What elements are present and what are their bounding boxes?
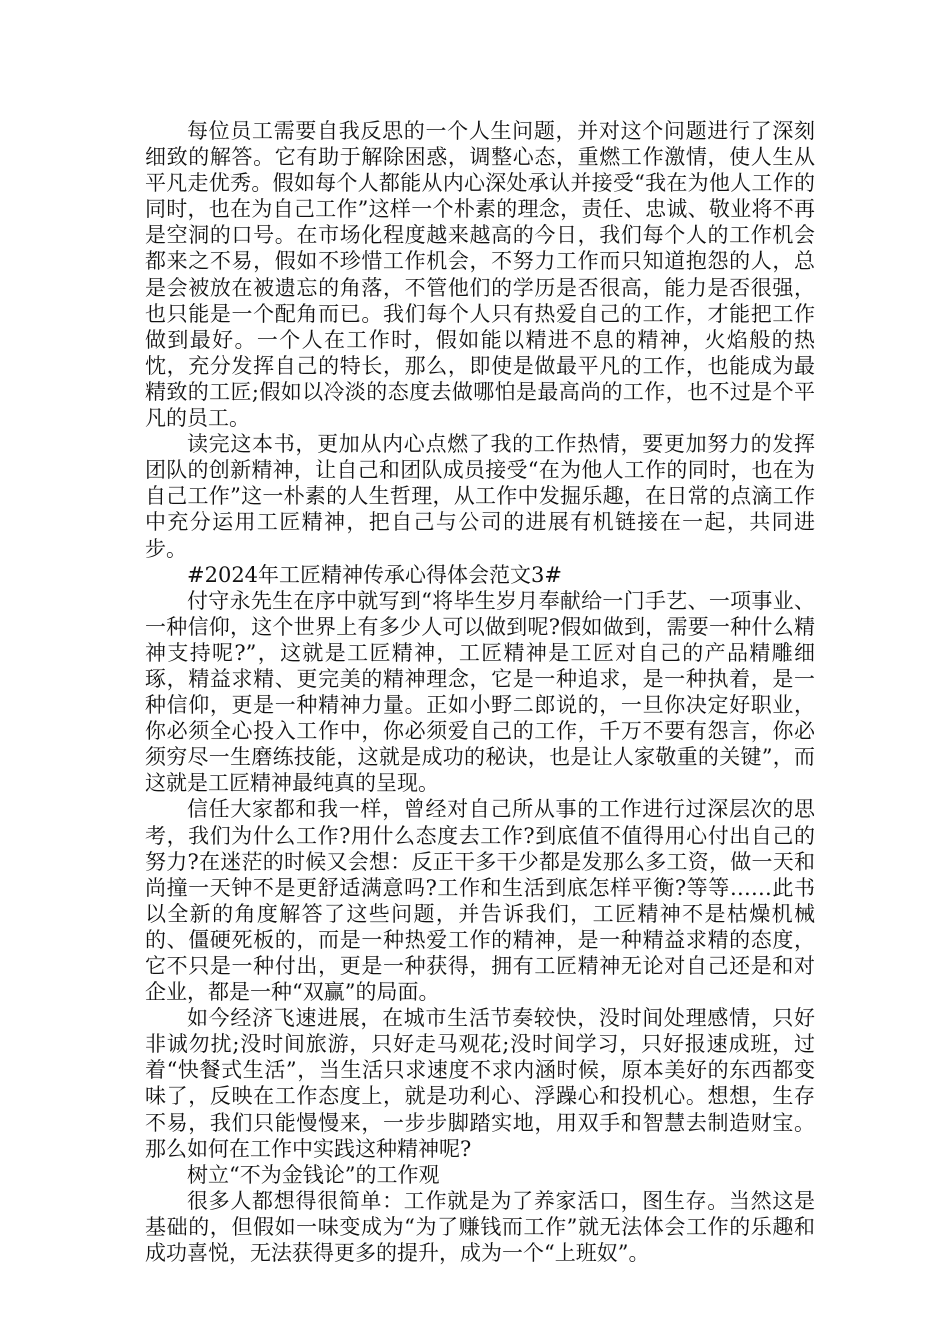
section-heading: #2024年工匠精神传承心得体会范文3# [187,562,562,587]
paragraph: 如今经济飞速进展，在城市生活节奏较快，没时间处理感情，只好非诚勿扰;没时间旅游，只好走马观花;没时间学习，只好报速成班，过着“快餐式生活”，当生活只求速度不求内涵时候，原本美好的东西都变味了，反映在工作态度上，就是功利心、浮躁心和投机心。想想，生存不易，我们只能慢慢来，一步步脚踏实地，用双手和智慧去制造财宝。那么如何在工作中实践这种精神呢? [145,1006,815,1161]
document-body [145,118,815,1266]
sub-heading: 树立“不为金钱论”的工作观 [187,1162,440,1187]
paragraph: 信任大家都和我一样，曾经对自己所从事的工作进行过深层次的思考，我们为什么工作?用什么态度去工作?到底值不值得用心付出自己的努力?在迷茫的时候又会想：反正干多干少都是发那么多工资，做一天和尚撞一天钟不是更舒适满意吗?工作和生活到底怎样平衡?等等……此书以全新的角度解答了这些问题，并告诉我们，工匠精神不是枯燥机械的、僵硬死板的，而是一种热爱工作的精神，是一种精益求精的态度，它不只是一种付出，更是一种获得，拥有工匠精神无论对自己还是和对企业，都是一种“双赢”的局面。 [145,797,815,1005]
paragraph: 每位员工需要自我反思的一个人生问题，并对这个问题进行了深刻细致的解答。它有助于解除困惑，调整心态，重燃工作激情，使人生从平凡走优秀。假如每个人都能从内心深处承认并接受“我在为他人工作的同时，也在为自己工作”这样一个朴素的理念，责任、忠诚、敬业将不再是空洞的口号。在市场化程度越来越高的今日，我们每个人的工作机会都来之不易，假如不珍惜工作机会，不努力工作而只知道抱怨的人，总是会被放在被遗忘的角落，不管他们的学历是否很高，能力是否很强，也只能是一个配角而已。我们每个人只有热爱自己的工作，才能把工作做到最好。一个人在工作时，假如能以精进不息的精神，火焰般的热忱，充分发挥自己的特长，那么，即使是做最平凡的工作，也能成为最精致的工匠;假如以冷淡的态度去做哪怕是最高尚的工作，也不过是个平凡的员工。 [145,119,815,431]
paragraph: 读完这本书，更加从内心点燃了我的工作热情，要更加努力的发挥团队的创新精神，让自己和团队成员接受“在为他人工作的同时，也在为自己工作”这一朴素的人生哲理，从工作中发掘乐趣，在日常的点滴工作中充分运用工匠精神，把自己与公司的进展有机链接在一起，共同进步。 [145,432,815,561]
paragraph: 很多人都想得很简单：工作就是为了养家活口，图生存。当然这是基础的，但假如一味变成为“为了赚钱而工作”就无法体会工作的乐趣和成功喜悦，无法获得更多的提升，成为一个“上班奴”。 [145,1188,815,1266]
paragraph: 付守永先生在序中就写到“将毕生岁月奉献给一门手艺、一项事业、一种信仰，这个世界上有多少人可以做到呢?假如做到，需要一种什么精神支持呢?”，这就是工匠精神，工匠精神是工匠对自己的产品精雕细琢，精益求精、更完美的精神理念，它是一种追求，是一种执着，是一种信仰，更是一种精神力量。正如小野二郎说的，一旦你决定好职业，你必须全心投入工作中，你必须爱自己的工作，千万不要有怨言，你必须穷尽一生磨练技能，这就是成功的秘诀，也是让人家敬重的关键”，而这就是工匠精神最纯真的呈现。 [145,588,815,796]
